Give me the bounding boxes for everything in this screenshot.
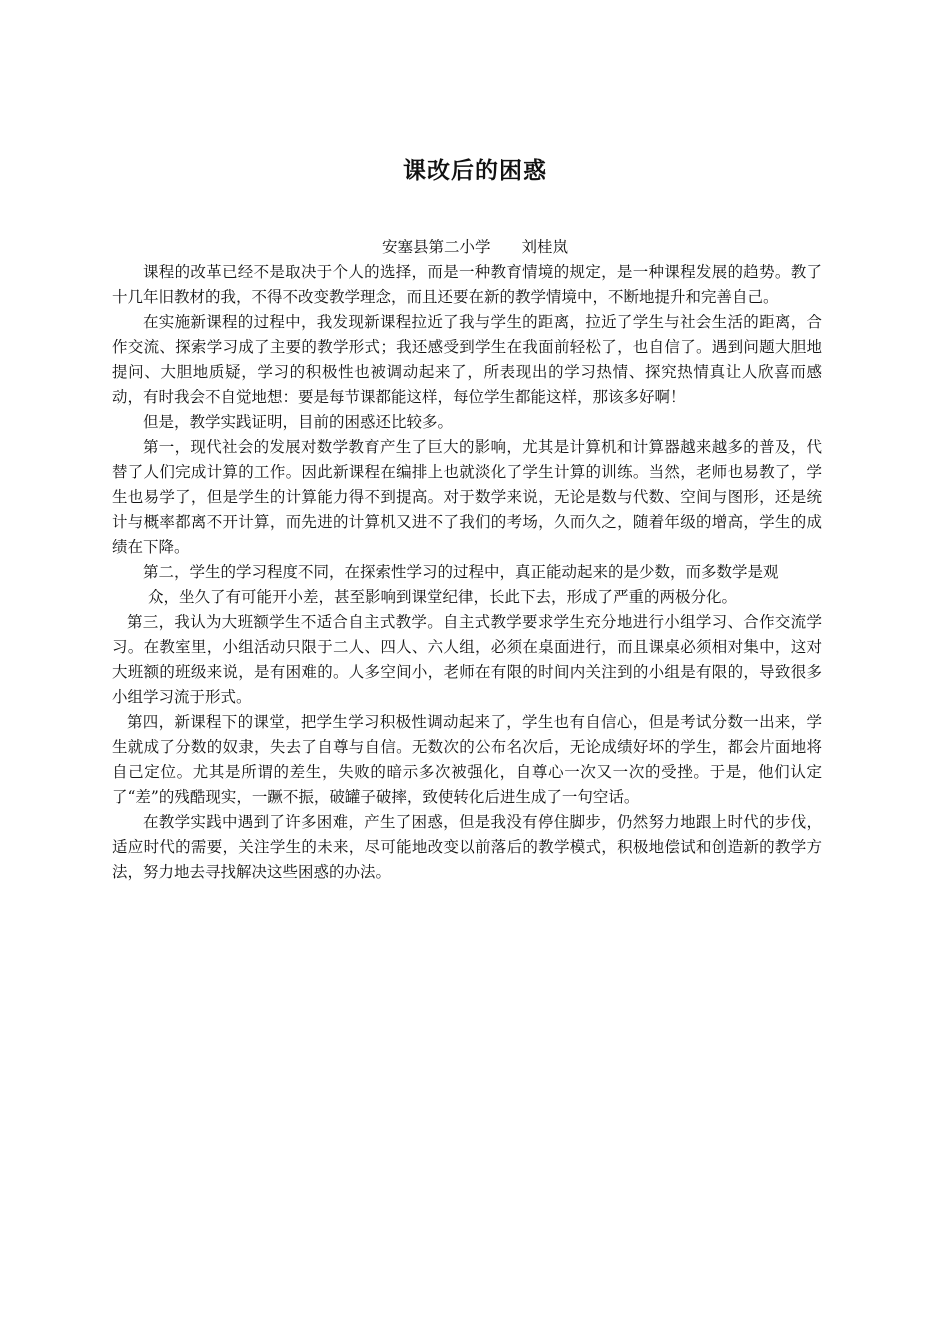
paragraph-second-point: 第二，学生的学习程度不同，在探索性学习的过程中，真正能动起来的是少数，而多数学是观 [143, 563, 779, 581]
paragraph-benefits: 在实施新课程的过程中，我发现新课程拉近了我与学生的距离，拉近了学生与社会生活的距离，合作交流、探索学习成了主要的教学形式；我还感受到学生在我面前轻松了，也自信了。遇到问题大胆地提问、大胆地质疑，学习的积极性也被调动起来了，所表现出的学习热情、探究热情真让人欣喜而感动，有时我会不自觉地想：要是每节课都能这样，每位学生都能这样，那该多好啊！ [112, 313, 822, 406]
paragraph-second-point-continued: 众，坐久了有可能开小差，甚至影响到课堂纪律，长此下去，形成了严重的两极分化。 [148, 588, 738, 606]
paragraph-transition: 但是，教学实践证明，目前的困惑还比较多。 [143, 413, 454, 431]
paragraph-intro: 课程的改革已经不是取决于个人的选择，而是一种教育情境的规定，是一种课程发展的趋势。教了十几年旧教材的我，不得不改变教学理念，而且还要在新的教学情境中，不断地提升和完善自己。 [112, 263, 822, 306]
document-title: 课改后的困惑 [403, 158, 547, 184]
paragraph-fourth-point: 第四，新课程下的课堂，把学生学习积极性调动起来了，学生也有自信心，但是考试分数一出来，学生就成了分数的奴隶，失去了自尊与自信。无数次的公布名次后，无论成绩好坏的学生，都会片面地将自己定位。尤其是所谓的差生，失败的暗示多次被强化，自尊心一次又一次的受挫。于是，他们认定了“差”的残酷现实，一蹶不振，破罐子破摔，致使转化后进生成了一句空话。 [112, 713, 822, 806]
paragraph-third-point: 第三，我认为大班额学生不适合自主式教学。自主式教学要求学生充分地进行小组学习、合作交流学习。在教室里，小组活动只限于二人、四人、六人组，必须在桌面进行，而且课桌必须相对集中，这对大班额的班级来说，是有困难的。人多空间小，老师在有限的时间内关注到的小组是有限的，导致很多小组学习流于形式。 [112, 613, 822, 706]
paragraph-conclusion: 在教学实践中遇到了许多困难，产生了困惑，但是我没有停住脚步，仍然努力地跟上时代的步伐，适应时代的需要，关注学生的未来，尽可能地改变以前落后的教学模式，积极地偿试和创造新的教学方法，努力地去寻找解决这些困惑的办法。 [112, 813, 822, 881]
paragraph-first-point: 第一，现代社会的发展对数学教育产生了巨大的影响，尤其是计算机和计算器越来越多的普及，代替了人们完成计算的工作。因此新课程在编排上也就淡化了学生计算的训练。当然，老师也易教了，学生也易学了，但是学生的计算能力得不到提高。对于数学来说，无论是数与代数、空间与图形，还是统计与概率都离不开计算，而先进的计算机又进不了我们的考场，久而久之，随着年级的增高，学生的成绩在下降。 [112, 438, 822, 556]
document-body [112, 260, 822, 885]
author-byline: 安塞县第二小学 刘桂岚 [381, 238, 568, 256]
